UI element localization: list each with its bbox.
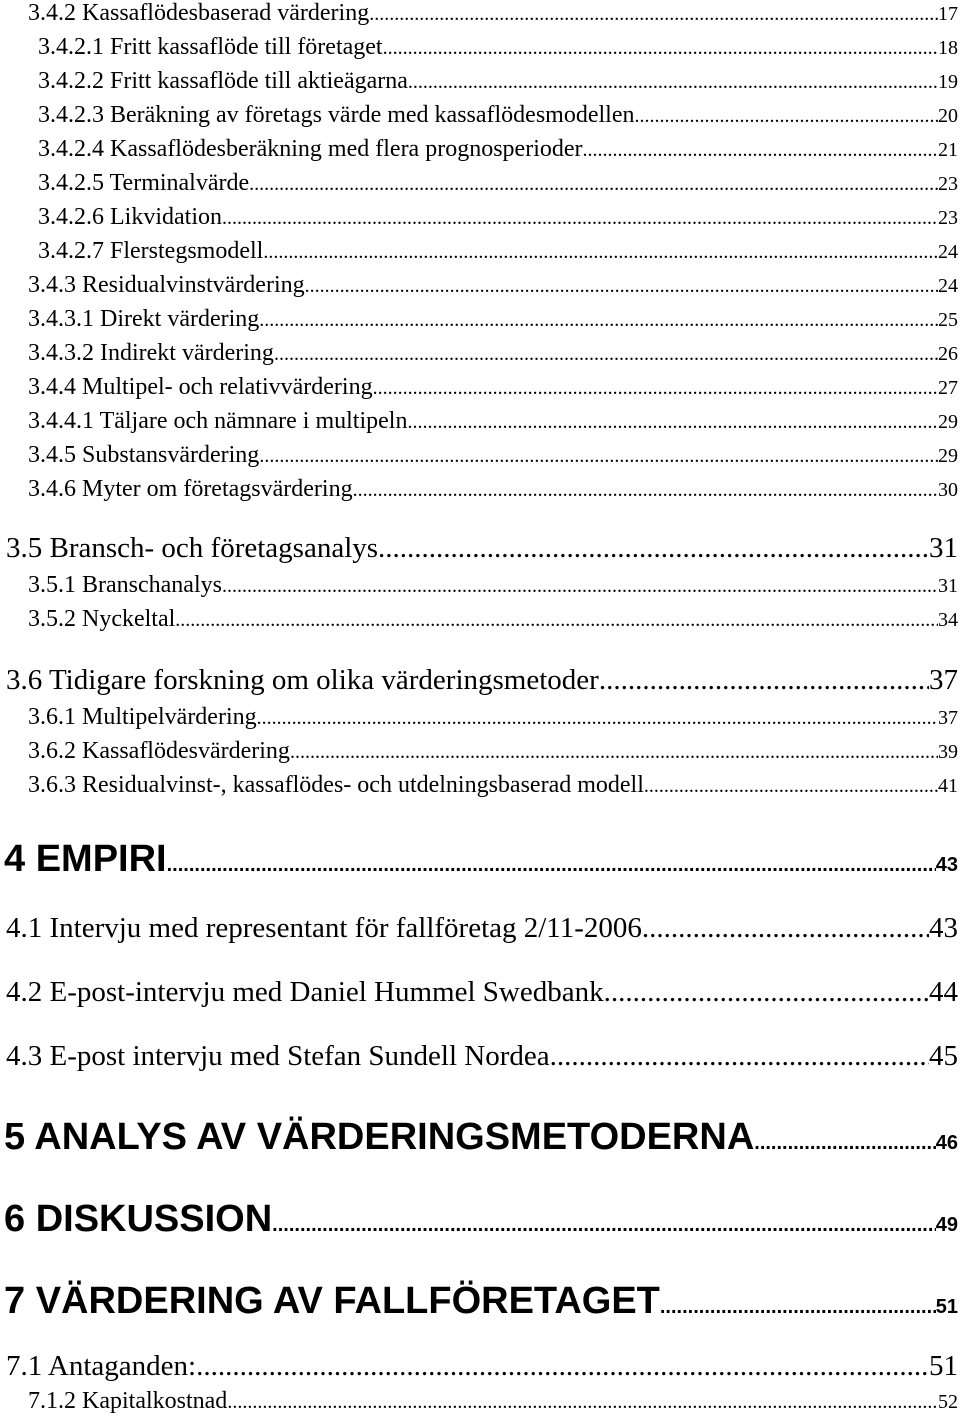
toc-leader-dots bbox=[754, 1132, 935, 1155]
toc-entry-title: 5 ANALYS AV VÄRDERINGSMETODERNA bbox=[4, 1116, 755, 1158]
toc-leader-dots bbox=[196, 1350, 929, 1383]
toc-entry-page: 17 bbox=[938, 3, 958, 25]
toc-entry[interactable] bbox=[0, 704, 958, 731]
toc-entry[interactable] bbox=[0, 170, 958, 197]
toc-entry-title: 3.4.4.1 Täljare och nämnare i multipeln bbox=[28, 408, 408, 434]
toc-leader-dots bbox=[263, 241, 938, 264]
toc-entry-title: 3.4.5 Substansvärdering bbox=[28, 442, 260, 468]
toc-entry-page: 25 bbox=[938, 309, 958, 331]
toc-leader-dots bbox=[222, 575, 938, 598]
toc-leader-dots bbox=[604, 976, 929, 1009]
toc-leader-dots bbox=[369, 3, 938, 26]
toc-entry-title: 7.1.2 Kapitalkostnad bbox=[28, 1388, 228, 1414]
toc-leader-dots bbox=[222, 207, 938, 230]
toc-leader-dots bbox=[274, 343, 938, 366]
toc-entry-title: 3.4.4 Multipel- och relativvärdering bbox=[28, 374, 373, 400]
toc-entry-page: 31 bbox=[938, 575, 958, 597]
toc-entry-title: 3.4.2 Kassaflödesbaserad värdering bbox=[28, 0, 370, 26]
toc-entry-page: 44 bbox=[929, 976, 958, 1008]
toc-entry-title: 3.4.2.2 Fritt kassaflöde till aktieägarna bbox=[38, 68, 408, 94]
toc-entry[interactable] bbox=[0, 532, 958, 565]
toc-leader-dots bbox=[583, 139, 939, 162]
toc-entry-title: 7.1 Antaganden: bbox=[6, 1350, 197, 1382]
toc-entry-page: 29 bbox=[938, 411, 958, 433]
toc-entry-page: 37 bbox=[929, 664, 958, 696]
toc-entry-title: 3.6.1 Multipelvärdering bbox=[28, 704, 257, 730]
toc-leader-dots bbox=[249, 173, 938, 196]
toc-entry[interactable] bbox=[0, 136, 958, 163]
toc-entry-page: 34 bbox=[938, 609, 958, 631]
toc-entry-title: 4.2 E-post-intervju med Daniel Hummel Swedbank bbox=[6, 976, 604, 1008]
toc-entry-page: 24 bbox=[938, 275, 958, 297]
toc-entry-page: 23 bbox=[938, 173, 958, 195]
toc-entry[interactable] bbox=[0, 374, 958, 401]
toc-entry[interactable] bbox=[0, 204, 958, 231]
toc-leader-dots bbox=[634, 105, 938, 128]
toc-entry-page: 43 bbox=[929, 912, 958, 944]
toc-entry-title: 3.4.3.1 Direkt värdering bbox=[28, 306, 260, 332]
toc-entry-title: 3.4.2.4 Kassaflödesberäkning med flera prognosperioder bbox=[38, 136, 583, 162]
toc-entry-title: 3.5.2 Nyckeltal bbox=[28, 606, 176, 632]
toc-entry[interactable] bbox=[0, 442, 958, 469]
toc-leader-dots bbox=[383, 37, 938, 60]
toc-entry[interactable] bbox=[0, 1388, 958, 1415]
toc-entry[interactable] bbox=[0, 976, 958, 1009]
toc-leader-dots bbox=[408, 71, 938, 94]
toc-entry[interactable] bbox=[0, 1350, 958, 1383]
toc-leader-dots bbox=[257, 707, 938, 730]
toc-entry-page: 39 bbox=[938, 741, 958, 763]
toc-entry[interactable] bbox=[0, 102, 958, 129]
toc-entry[interactable] bbox=[0, 306, 958, 333]
toc-entry-page: 43 bbox=[935, 854, 958, 876]
toc-entry-chapter[interactable] bbox=[0, 1198, 958, 1241]
toc-leader-dots bbox=[167, 854, 936, 877]
toc-entry-title: 3.4.2.5 Terminalvärde bbox=[38, 170, 250, 196]
toc-entry-title: 7 VÄRDERING AV FALLFÖRETAGET bbox=[4, 1280, 660, 1322]
toc-leader-dots bbox=[378, 532, 929, 565]
toc-entry-page: 21 bbox=[938, 139, 958, 161]
toc-entry-title: 3.6.2 Kassaflödesvärdering bbox=[28, 738, 290, 764]
toc-entry-page: 20 bbox=[938, 105, 958, 127]
toc-entry[interactable] bbox=[0, 272, 958, 299]
toc-entry-page: 41 bbox=[938, 775, 958, 797]
toc-entry-page: 51 bbox=[929, 1350, 958, 1382]
toc-entry-page: 52 bbox=[938, 1391, 958, 1413]
toc-leader-dots bbox=[175, 609, 938, 632]
toc-leader-dots bbox=[644, 775, 938, 798]
toc-leader-dots bbox=[272, 1214, 936, 1237]
toc-entry[interactable] bbox=[0, 912, 958, 945]
toc-leader-dots bbox=[660, 1296, 936, 1319]
toc-entry-title: 3.4.6 Myter om företagsvärdering bbox=[28, 476, 353, 502]
toc-entry[interactable] bbox=[0, 772, 958, 799]
toc-entry-chapter[interactable] bbox=[0, 838, 958, 881]
toc-leader-dots bbox=[642, 912, 929, 945]
toc-entry-page: 37 bbox=[938, 707, 958, 729]
toc-entry-page: 46 bbox=[935, 1132, 958, 1154]
toc-entry-title: 3.4.2.7 Flerstegsmodell bbox=[38, 238, 264, 264]
toc-entry[interactable] bbox=[0, 572, 958, 599]
toc-leader-dots bbox=[407, 411, 938, 434]
toc-leader-dots bbox=[373, 377, 938, 400]
toc-entry-title: 3.5.1 Branschanalys bbox=[28, 572, 222, 598]
toc-leader-dots bbox=[290, 741, 938, 764]
toc-entry-page: 49 bbox=[935, 1214, 958, 1236]
toc-leader-dots bbox=[550, 1040, 929, 1073]
toc-entry-page: 51 bbox=[935, 1296, 958, 1318]
toc-entry-page: 24 bbox=[938, 241, 958, 263]
toc-entry[interactable] bbox=[0, 408, 958, 435]
toc-entry-page: 19 bbox=[938, 71, 958, 93]
toc-entry[interactable] bbox=[0, 0, 958, 27]
toc-leader-dots bbox=[305, 275, 938, 298]
toc-entry[interactable] bbox=[0, 476, 958, 503]
toc-entry[interactable] bbox=[0, 238, 958, 265]
toc-leader-dots bbox=[259, 445, 938, 468]
toc-entry[interactable] bbox=[0, 606, 958, 633]
toc-entry-title: 3.4.2.6 Likvidation bbox=[38, 204, 222, 230]
toc-entry-title: 3.6.3 Residualvinst-, kassaflödes- och utdelningsbaserad modell bbox=[28, 772, 644, 798]
toc-entry-chapter[interactable] bbox=[0, 1280, 958, 1323]
toc-entry-page: 45 bbox=[929, 1040, 958, 1072]
toc-entry-page: 30 bbox=[938, 479, 958, 501]
toc-entry[interactable] bbox=[0, 738, 958, 765]
toc-leader-dots bbox=[599, 664, 929, 697]
toc-entry-title: 3.4.3 Residualvinstvärdering bbox=[28, 272, 305, 298]
toc-leader-dots bbox=[259, 309, 938, 332]
toc-entry-chapter[interactable] bbox=[0, 1116, 958, 1159]
toc-entry-page: 27 bbox=[938, 377, 958, 399]
toc-entry-title: 4.3 E-post intervju med Stefan Sundell Nordea bbox=[6, 1040, 550, 1072]
toc-entry-title: 4.1 Intervju med representant för fallföretag 2/11-2006 bbox=[6, 912, 642, 944]
toc-entry[interactable] bbox=[0, 68, 958, 95]
toc-entry-title: 6 DISKUSSION bbox=[4, 1198, 273, 1240]
toc-entry-page: 23 bbox=[938, 207, 958, 229]
toc-entry[interactable] bbox=[0, 664, 958, 697]
toc-entry[interactable] bbox=[0, 34, 958, 61]
toc-entry-title: 3.4.3.2 Indirekt värdering bbox=[28, 340, 274, 366]
toc-entry-title: 3.5 Bransch- och företagsanalys bbox=[6, 532, 379, 564]
toc-entry-page: 29 bbox=[938, 445, 958, 467]
toc-entry-title: 3.4.2.3 Beräkning av företags värde med kassaflödesmodellen bbox=[38, 102, 635, 128]
toc-leader-dots bbox=[227, 1391, 938, 1414]
toc-entry-title: 3.4.2.1 Fritt kassaflöde till företaget bbox=[38, 34, 383, 60]
toc-entry-page: 31 bbox=[929, 532, 958, 564]
toc-entry[interactable] bbox=[0, 340, 958, 367]
toc-entry[interactable] bbox=[0, 1040, 958, 1073]
toc-leader-dots bbox=[353, 479, 938, 502]
toc-entry-title: 3.6 Tidigare forskning om olika värderingsmetoder bbox=[6, 664, 599, 696]
toc-entry-page: 26 bbox=[938, 343, 958, 365]
toc-entry-page: 18 bbox=[938, 37, 958, 59]
toc-entry-title: 4 EMPIRI bbox=[4, 838, 167, 880]
